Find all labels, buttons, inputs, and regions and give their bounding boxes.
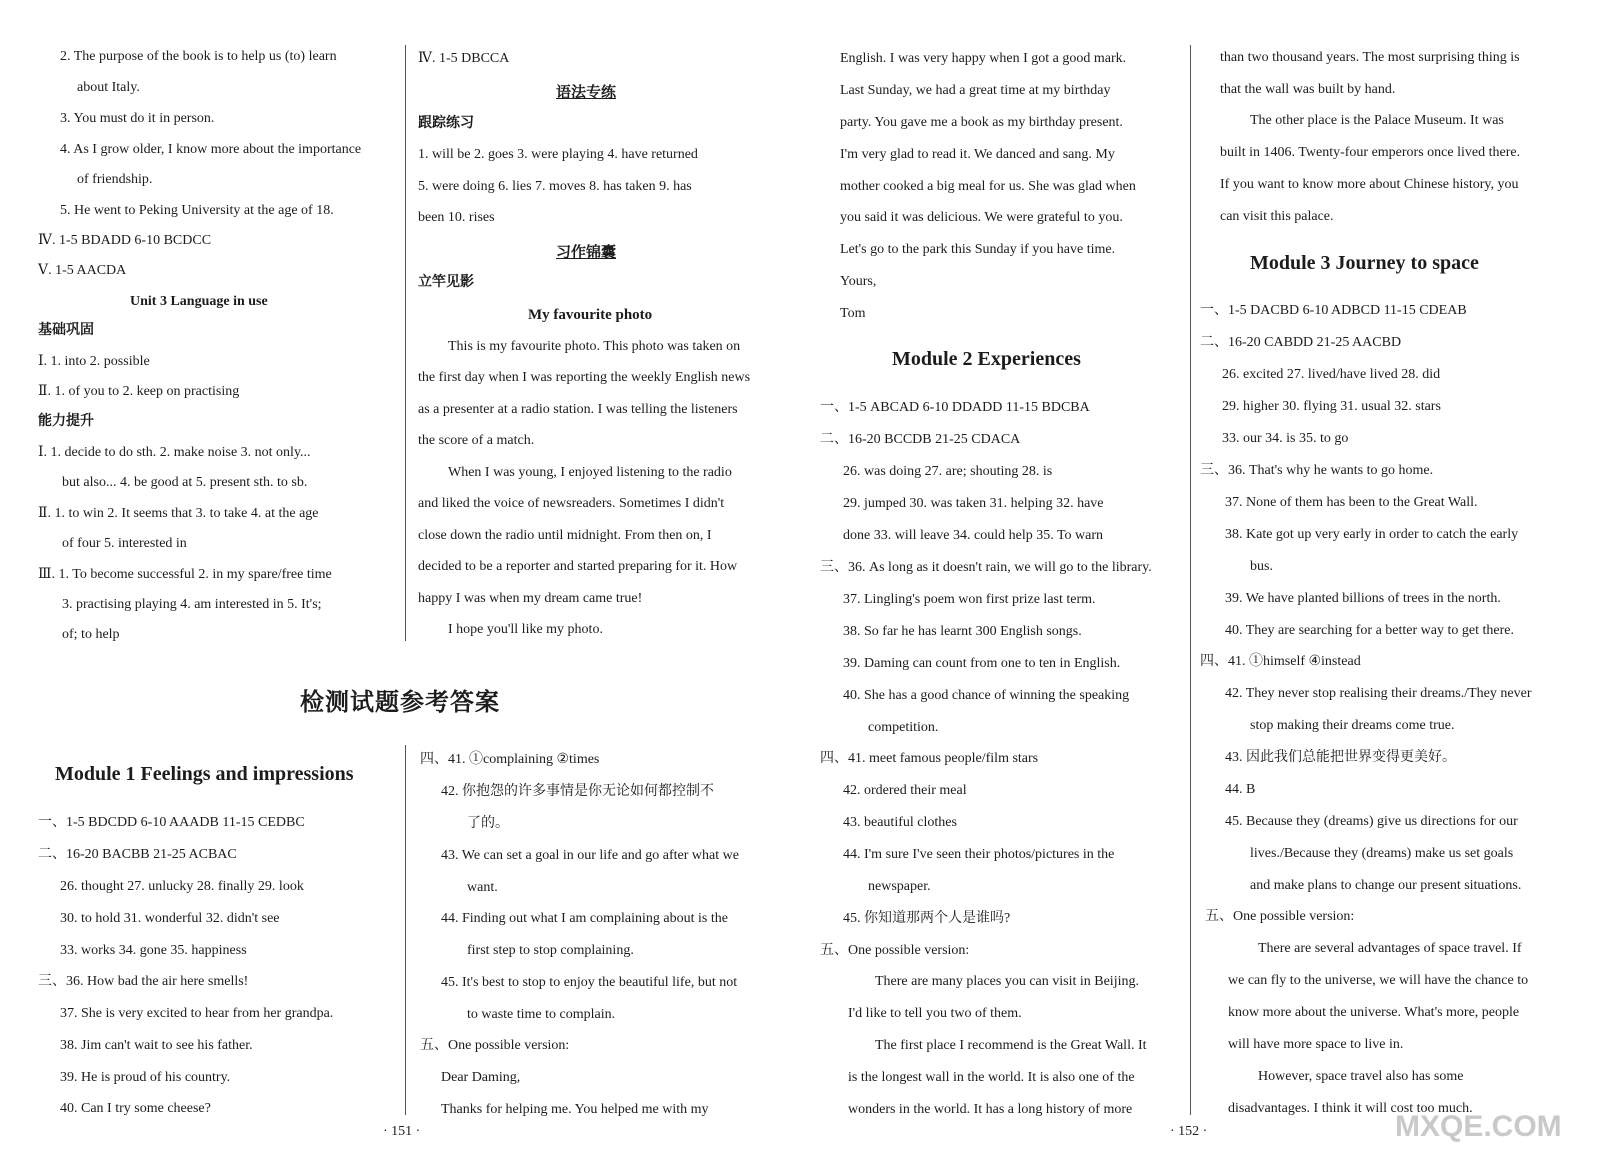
text-line: The other place is the Palace Museum. It was [1250,113,1504,128]
text-line: 33. works 34. gone 35. happiness [60,943,247,958]
text-line: lives./Because they (dreams) make us set goals [1250,846,1514,861]
text-line: 2. The purpose of the book is to help us (to) learn [60,49,337,64]
module-heading: Module 3 Journey to space [1250,252,1479,274]
text-line: newspaper. [868,879,931,894]
text-line: stop making their dreams come true. [1250,718,1455,733]
page-title: 检测试题参考答案 [300,690,500,716]
text-line: 3. You must do it in person. [60,111,215,126]
text-line: 43. beautiful clothes [843,815,957,830]
text-line: 五、One possible version: [420,1038,570,1053]
text-line: Ⅱ. 1. to win 2. It seems that 3. to take 4. at the age [38,506,319,521]
text-line: is the longest wall in the world. It is also one of the [848,1070,1135,1085]
page-number-right: · 152 · [1170,1124,1208,1139]
text-line: Last Sunday, we had a great time at my birthday [840,83,1111,98]
page-number-left: · 151 · [383,1124,421,1139]
text-line: However, space travel also has some [1258,1069,1464,1084]
text-line: Yours, [840,274,877,289]
text-line: 37. Lingling's poem won first prize last term. [843,592,1096,607]
text-line: 45. It's best to stop to enjoy the beautiful life, but not [441,975,738,990]
text-line: 三、36. How bad the air here smells! [38,974,249,989]
text-line: Ⅲ. 1. To become successful 2. in my spare/free time [38,567,332,582]
text-line: of friendship. [77,172,153,187]
text-line: of four 5. interested in [62,536,187,551]
text-line: done 33. will leave 34. could help 35. To warn [843,528,1104,543]
text-line: 42. 你抱怨的许多事情是你无论如何都控制不 [441,784,714,799]
text-line: wonders in the world. It has a long history of more [848,1102,1133,1117]
text-line: that the wall was built by hand. [1220,82,1396,97]
text-line: When I was young, I enjoyed listening to the radio [448,465,732,480]
text-line: 40. She has a good chance of winning the speaking [843,688,1130,703]
text-line: 一、1-5 BDCDD 6-10 AAADB 11-15 CEDBC [38,815,305,830]
text-line: 了的。 [467,816,509,831]
column-divider [405,745,406,1115]
text-line: 40. They are searching for a better way to get there. [1225,623,1514,638]
text-line: 26. was doing 27. are; shouting 28. is [843,464,1053,479]
text-line: to waste time to complain. [467,1007,616,1022]
text-line: 二、16-20 CABDD 21-25 AACBD [1200,335,1402,350]
text-line: 37. None of them has been to the Great Wall. [1225,495,1478,510]
text-line: party. You gave me a book as my birthday present. [840,115,1123,130]
text-line: first step to stop complaining. [467,943,634,958]
text-line: 39. He is proud of his country. [60,1070,231,1085]
section-heading-grammar: 语法专练 [556,85,617,101]
text-line: There are many places you can visit in Beijing. [875,974,1139,989]
text-line: 一、1-5 DACBD 6-10 ADBCD 11-15 CDEAB [1200,303,1467,318]
sub-heading: 基础巩固 [38,323,94,338]
column-divider [405,45,406,641]
text-line: If you want to know more about Chinese history, you [1220,177,1519,192]
text-line: 33. our 34. is 35. to go [1222,431,1349,446]
text-line: I'm very glad to read it. We danced and sang. My [840,147,1115,162]
text-line: English. I was very happy when I got a good mark. [840,51,1127,66]
text-line: can visit this palace. [1220,209,1334,224]
sub-heading: 跟踪练习 [418,116,474,131]
text-line: 43. We can set a goal in our life and go after what we [441,848,739,863]
text-line: know more about the universe. What's more, people [1228,1005,1520,1020]
sub-heading: 能力提升 [38,414,94,429]
text-line: Thanks for helping me. You helped me with my [441,1102,709,1117]
text-line: happy I was when my dream came true! [418,591,643,606]
text-line: Let's go to the park this Sunday if you have time. [840,242,1116,257]
text-line: I hope you'll like my photo. [448,622,603,637]
text-line: Ⅴ. 1-5 AACDA [38,263,127,278]
text-line: 38. Kate got up very early in order to catch the early [1225,527,1519,542]
text-line: 42. ordered their meal [843,783,967,798]
text-line: Ⅰ. 1. decide to do sth. 2. make noise 3. not only... [38,445,311,460]
text-line: 43. 因此我们总能把世界变得更美好。 [1225,750,1456,765]
text-line: you said it was delicious. We were grateful to you. [840,210,1123,225]
text-line: want. [467,880,498,895]
text-line: 四、41. ①complaining ②times [420,752,600,767]
text-line: the first day when I was reporting the weekly English news [418,370,751,385]
text-line: 40. Can I try some cheese? [60,1101,211,1116]
text-line: bus. [1250,559,1273,574]
text-line: disadvantages. I think it will cost too much. [1228,1101,1473,1116]
essay-title: My favourite photo [528,307,653,323]
text-line: 5. were doing 6. lies 7. moves 8. has taken 9. has [418,179,692,194]
text-line: 37. She is very excited to hear from her grandpa. [60,1006,334,1021]
text-line: 45. 你知道那两个人是谁吗? [843,911,1011,926]
text-line: 44. B [1225,782,1256,797]
text-line: the score of a match. [418,433,535,448]
text-line: Ⅳ. 1-5 BDADD 6-10 BCDCC [38,233,212,248]
text-line: 42. They never stop realising their dreams./They never [1225,686,1532,701]
column-divider [1190,45,1191,1115]
text-line: about Italy. [77,80,140,95]
module-heading: Module 2 Experiences [892,348,1081,370]
text-line: Tom [840,306,866,321]
text-line: been 10. rises [418,210,495,225]
text-line: built in 1406. Twenty-four emperors once lived there. [1220,145,1521,160]
text-line: mother cooked a big meal for us. She was glad when [840,179,1136,194]
text-line: 4. As I grow older, I know more about the importance [60,142,362,157]
text-line: 五、One possible version: [1205,909,1355,924]
text-line: 五、One possible version: [820,943,970,958]
text-line: This is my favourite photo. This photo was taken on [448,339,741,354]
text-line: 1. will be 2. goes 3. were playing 4. have returned [418,147,698,162]
text-line: 29. jumped 30. was taken 31. helping 32. have [843,496,1104,511]
text-line: and make plans to change our present situations. [1250,878,1522,893]
text-line: I'd like to tell you two of them. [848,1006,1022,1021]
text-line: There are several advantages of space travel. If [1258,941,1522,956]
text-line: 44. I'm sure I've seen their photos/pictures in the [843,847,1115,862]
text-line: Ⅱ. 1. of you to 2. keep on practising [38,384,240,399]
text-line: but also... 4. be good at 5. present sth. to sb. [62,475,308,490]
text-line: decided to be a reporter and started preparing for it. How [418,559,738,574]
text-line: 26. excited 27. lived/have lived 28. did [1222,367,1441,382]
text-line: 一、1-5 ABCAD 6-10 DDADD 11-15 BDCBA [820,400,1090,415]
text-line: 二、16-20 BCCDB 21-25 CDACA [820,432,1021,447]
text-line: Ⅰ. 1. into 2. possible [38,354,150,369]
sub-heading: 立竿见影 [418,275,474,290]
text-line: 29. higher 30. flying 31. usual 32. stars [1222,399,1441,414]
text-line: 三、36. As long as it doesn't rain, we will go to the library. [820,560,1152,575]
watermark: MXQE.COM [1395,1110,1562,1143]
text-line: 26. thought 27. unlucky 28. finally 29. look [60,879,304,894]
text-line: 四、41. ①himself ④instead [1200,654,1361,669]
text-line: 38. So far he has learnt 300 English songs. [843,624,1082,639]
text-line: 39. We have planted billions of trees in the north. [1225,591,1501,606]
text-line: 四、41. meet famous people/film stars [820,751,1039,766]
text-line: 三、36. That's why he wants to go home. [1200,463,1434,478]
unit-heading: Unit 3 Language in use [130,294,268,309]
text-line: 38. Jim can't wait to see his father. [60,1038,253,1053]
text-line: 5. He went to Peking University at the age of 18. [60,203,334,218]
text-line: will have more space to live in. [1228,1037,1404,1052]
text-line: The first place I recommend is the Great Wall. It [875,1038,1147,1053]
text-line: 44. Finding out what I am complaining about is the [441,911,728,926]
text-line: as a presenter at a radio station. I was telling the listeners [418,402,738,417]
text-line: 30. to hold 31. wonderful 32. didn't see [60,911,280,926]
text-line: close down the radio until midnight. From then on, I [418,528,712,543]
text-line: 39. Daming can count from one to ten in English. [843,656,1121,671]
text-line: Dear Daming, [441,1070,521,1085]
text-line: we can fly to the universe, we will have the chance to [1228,973,1529,988]
text-line: 45. Because they (dreams) give us directions for our [1225,814,1518,829]
text-line: Ⅳ. 1-5 DBCCA [418,51,510,66]
text-line: 3. practising playing 4. am interested in 5. It's; [62,597,322,612]
text-line: competition. [868,720,939,735]
section-heading-writing: 习作锦囊 [556,245,617,261]
module-heading: Module 1 Feelings and impressions [55,763,354,785]
text-line: 二、16-20 BACBB 21-25 ACBAC [38,847,237,862]
text-line: of; to help [62,627,120,642]
text-line: and liked the voice of newsreaders. Sometimes I didn't [418,496,725,511]
text-line: than two thousand years. The most surprising thing is [1220,50,1520,65]
